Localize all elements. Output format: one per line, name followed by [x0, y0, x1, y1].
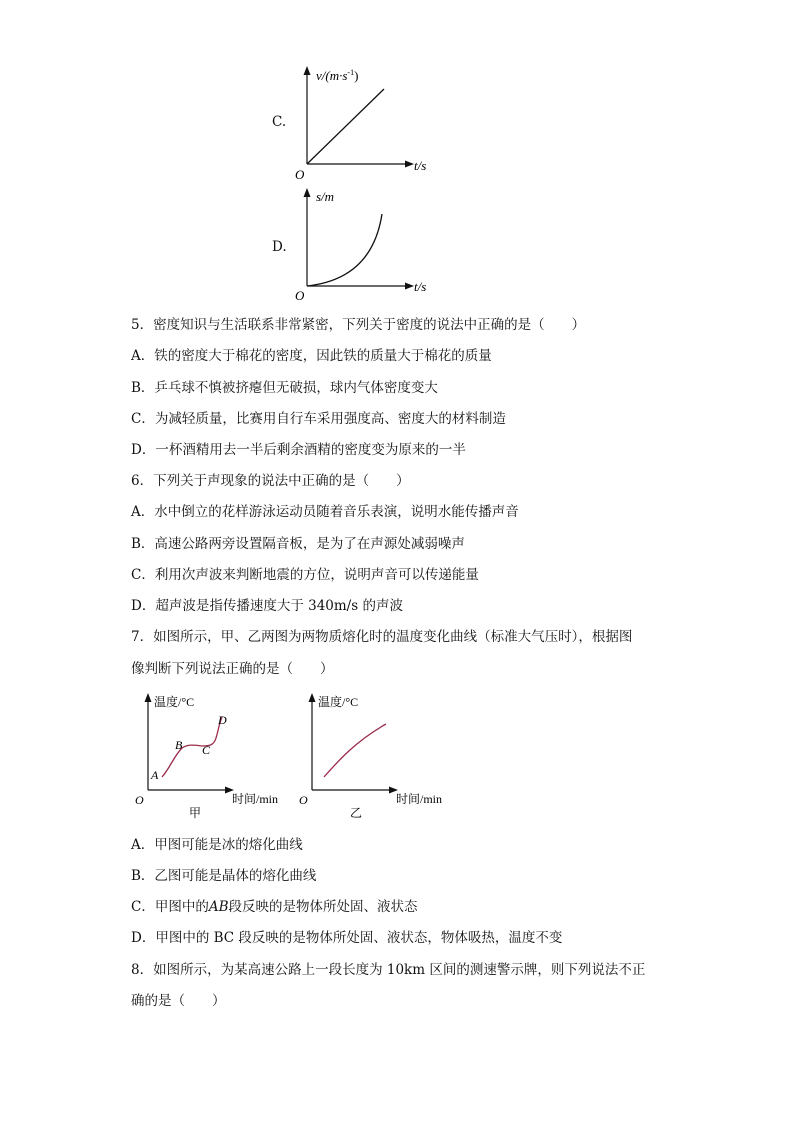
x-axis-arrow	[405, 283, 414, 290]
question-6-option-b: B．高速公路两旁设置隔音板，是为了在声源处减弱噪声	[131, 536, 465, 552]
x-axis-label: 时间/min	[396, 792, 443, 806]
point-b-label: B	[175, 738, 183, 752]
y-axis-arrow	[145, 693, 152, 702]
velocity-line	[307, 89, 384, 164]
origin-label: O	[299, 793, 308, 807]
y-axis-arrow	[304, 66, 311, 75]
y-axis-label: 温度/°C	[154, 695, 195, 709]
question-6-option-a: A．水中倒立的花样游泳运动员随着音乐表演，说明水能传播声音	[131, 504, 519, 520]
question-8-stem-line-2: 确的是（ ）	[131, 993, 226, 1009]
question-7-option-c	[131, 898, 418, 916]
question-5-option-b: B．乒乓球不慎被挤瘪但无破损，球内气体密度变大	[131, 380, 438, 396]
graph-c-velocity-time	[290, 62, 440, 182]
question-6-stem: 6．下列关于声现象的说法中正确的是（ ）	[131, 473, 410, 489]
option-d-label: D.	[272, 239, 287, 255]
question-7-option-b: B．乙图可能是晶体的熔化曲线	[131, 868, 317, 884]
option-c-suffix: 段反映的是物体所处固、液状态	[228, 899, 418, 915]
question-5-option-c: C．为减轻质量，比赛用自行车采用强度高、密度大的材料制造	[131, 411, 506, 427]
point-c-label: C	[202, 743, 211, 757]
question-7-option-a: A．甲图可能是冰的熔化曲线	[131, 837, 303, 853]
y-axis-arrow	[309, 693, 316, 702]
question-6-option-d: D．超声波是指传播速度大于 340m/s 的声波	[131, 598, 403, 614]
x-axis-label: t/s	[414, 158, 427, 173]
question-5-option-d: D．一杯酒精用去一半后剩余酒精的密度变为原来的一半	[131, 442, 466, 458]
melting-curve-jia	[162, 717, 222, 777]
y-axis-label: $v/(m\cdot s^{-1})$	[316, 68, 359, 83]
question-8-stem-line-1: 8．如图所示，为某高速公路上一段长度为 10km 区间的测速警示牌，则下列说法不正	[131, 962, 646, 978]
origin-label: O	[135, 793, 144, 807]
question-7-stem-line-2: 像判断下列说法正确的是（ ）	[131, 661, 334, 677]
origin-label: O	[295, 288, 305, 303]
x-axis-label: 时间/min	[232, 792, 279, 806]
y-axis-arrow	[304, 188, 311, 197]
distance-curve	[307, 214, 382, 286]
y-axis-label: 温度/°C	[318, 695, 359, 709]
point-a-label: A	[151, 768, 159, 782]
figure-caption: 乙	[350, 806, 363, 820]
option-c-label: C.	[272, 114, 287, 130]
question-7-option-d: D．甲图中的 BC 段反映的是物体所处固、液状态，物体吸热，温度不变	[131, 930, 563, 946]
question-6-option-c: C．利用次声波来判断地震的方位，说明声音可以传递能量	[131, 567, 479, 583]
melting-curve-yi	[324, 724, 386, 777]
point-d-label: D	[218, 713, 227, 727]
figure-caption: 甲	[189, 806, 202, 820]
question-7-stem-line-1: 7．如图所示，甲、乙两图为两物质熔化时的温度变化曲线（标准大气压时），根据图	[131, 629, 633, 645]
question-5-option-a: A．铁的密度大于棉花的密度，因此铁的质量大于棉花的质量	[131, 348, 492, 364]
question-5-stem: 5．密度知识与生活联系非常紧密，下列关于密度的说法中正确的是（ ）	[131, 317, 586, 333]
origin-label: O	[295, 167, 305, 182]
segment-ab: AB	[208, 899, 229, 915]
x-axis-arrow	[405, 161, 414, 168]
graph-d-distance-time	[290, 184, 440, 304]
y-axis-label: s/m	[316, 189, 335, 204]
option-c-prefix: C．甲图中的	[131, 899, 209, 915]
figure-jia-melting-curve	[130, 688, 290, 823]
x-axis-label: t/s	[414, 279, 427, 294]
figure-yi-melting-curve	[294, 688, 464, 823]
